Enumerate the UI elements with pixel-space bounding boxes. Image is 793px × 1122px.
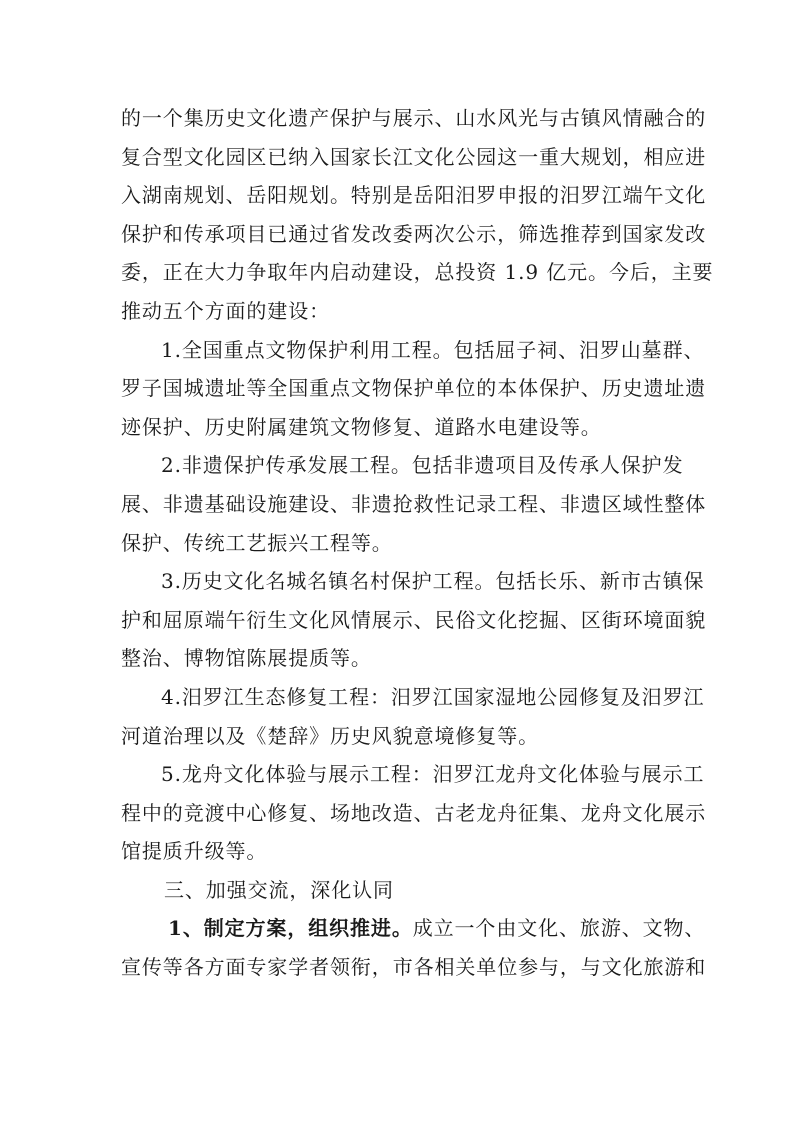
subsection-text: 成立一个由文化、旅游、文物、 [412,916,706,941]
paragraph-line: 的一个集历史文化遗产保护与展示、山水风光与古镇风情融合的 [121,106,707,130]
list-item-2-line: 保护、传统工艺振兴工程等。 [121,530,393,555]
subsection-lead: 1、制定方案，组织推进。 [168,916,413,941]
paragraph-line: 委，正在大力争取年内启动建设，总投资 1.9 亿元。今后，主要 [121,260,714,285]
paragraph-line: 复合型文化园区已纳入国家长江文化公园这一重大规划，相应进 [121,144,707,169]
list-item-3-line: 3.历史文化名城名镇名村保护工程。包括长乐、新市古镇保 [161,569,705,594]
section-heading: 三、加强交流，深化认同 [164,877,394,902]
list-item-4-line: 4.汨罗江生态修复工程：汨罗江国家湿地公园修复及汨罗江 [161,684,705,709]
paragraph-line: 推动五个方面的建设： [121,298,330,323]
paragraph-line: 保护和传承项目已通过省发改委两次公示，筛选推荐到国家发改 [121,221,707,246]
paragraph-line: 入湖南规划、岳阳规划。特别是岳阳汨罗申报的汨罗江端午文化 [121,183,707,208]
list-item-3-line: 整治、博物馆陈展提质等。 [121,646,372,671]
list-item-2-line: 2.非遗保护传承发展工程。包括非遗项目及传承人保护发 [161,453,684,478]
list-item-4-line: 河道治理以及《楚辞》历史风貌意境修复等。 [121,723,539,748]
subsection-paragraph-line: 宣传等各方面专家学者领衔，市各相关单位参与，与文化旅游和 [121,955,707,980]
list-item-5-line: 馆提质升级等。 [121,839,268,864]
list-item-5-line: 5.龙舟文化体验与展示工程：汨罗江龙舟文化体验与展示工 [161,762,705,787]
list-item-1-line: 迹保护、历史附属建筑文物修复、道路水电建设等。 [121,414,602,439]
subsection-paragraph-line [121,909,706,948]
list-item-2-line: 展、非遗基础设施建设、非遗抢救性记录工程、非遗区域性整体 [121,491,707,516]
list-item-3-line: 护和屈原端午衍生文化风情展示、民俗文化挖掘、区街环境面貌 [121,607,707,632]
body-text [121,99,714,987]
list-item-1-line: 罗子国城遗址等全国重点文物保护单位的本体保护、历史遗址遗 [121,376,707,401]
list-item-1-line: 1.全国重点文物保护利用工程。包括屈子祠、汨罗山墓群、 [161,337,705,362]
list-item-5-line: 程中的竞渡中心修复、场地改造、古老龙舟征集、龙舟文化展示 [121,800,707,825]
